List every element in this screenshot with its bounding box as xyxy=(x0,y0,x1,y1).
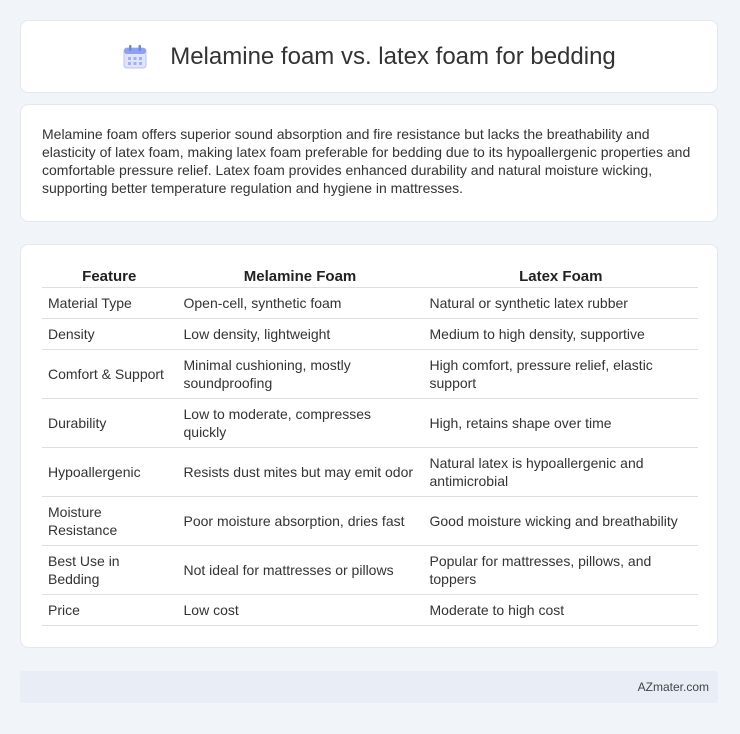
table-row xyxy=(42,399,698,448)
cell-latex: High, retains shape over time xyxy=(423,399,698,448)
cell-feature: Material Type xyxy=(42,288,177,319)
cell-feature: Durability xyxy=(42,399,177,448)
cell-melamine: Low density, lightweight xyxy=(177,319,423,350)
cell-melamine: Resists dust mites but may emit odor xyxy=(177,448,423,497)
summary-card xyxy=(20,104,718,222)
cell-latex: Popular for mattresses, pillows, and toppers xyxy=(423,546,698,595)
title-card xyxy=(20,20,718,93)
table-row xyxy=(42,288,698,319)
cell-latex: Medium to high density, supportive xyxy=(423,319,698,350)
page-title: Melamine foam vs. latex foam for bedding xyxy=(170,42,616,70)
cell-feature: Moisture Resistance xyxy=(42,497,177,546)
cell-feature: Density xyxy=(42,319,177,350)
cell-latex: Moderate to high cost xyxy=(423,595,698,626)
summary-text: Melamine foam offers superior sound absorption and fire resistance but lacks the breathability and elasticity of latex foam, making latex foam preferable for bedding due to its hypoallergenic properties and comfortable pressure relief. Latex foam provides enhanced durability and natural moisture wicking, supporting better temperature regulation and hygiene in mattresses. xyxy=(42,126,691,196)
title-wrap xyxy=(122,43,616,71)
cell-melamine: Minimal cushioning, mostly soundproofing xyxy=(177,350,423,399)
calendar-icon xyxy=(122,44,148,70)
cell-feature: Hypoallergenic xyxy=(42,448,177,497)
cell-melamine: Low to moderate, compresses quickly xyxy=(177,399,423,448)
cell-melamine: Not ideal for mattresses or pillows xyxy=(177,546,423,595)
table-row xyxy=(42,546,698,595)
table-row xyxy=(42,319,698,350)
comparison-table xyxy=(42,264,698,626)
cell-latex: High comfort, pressure relief, elastic support xyxy=(423,350,698,399)
cell-feature: Price xyxy=(42,595,177,626)
cell-latex: Natural latex is hypoallergenic and antimicrobial xyxy=(423,448,698,497)
cell-feature: Comfort & Support xyxy=(42,350,177,399)
table-card xyxy=(20,244,718,648)
table-row xyxy=(42,497,698,546)
header-latex: Latex Foam xyxy=(423,264,698,288)
footer-bar xyxy=(20,671,718,703)
cell-feature: Best Use in Bedding xyxy=(42,546,177,595)
cell-melamine: Poor moisture absorption, dries fast xyxy=(177,497,423,546)
footer-credit: AZmater.com xyxy=(637,680,709,694)
cell-melamine: Open-cell, synthetic foam xyxy=(177,288,423,319)
header-melamine: Melamine Foam xyxy=(177,264,423,288)
cell-latex: Good moisture wicking and breathability xyxy=(423,497,698,546)
table-row xyxy=(42,595,698,626)
table-row xyxy=(42,350,698,399)
table-row xyxy=(42,448,698,497)
table-header-row xyxy=(42,264,698,288)
cell-melamine: Low cost xyxy=(177,595,423,626)
cell-latex: Natural or synthetic latex rubber xyxy=(423,288,698,319)
header-feature: Feature xyxy=(42,264,177,288)
